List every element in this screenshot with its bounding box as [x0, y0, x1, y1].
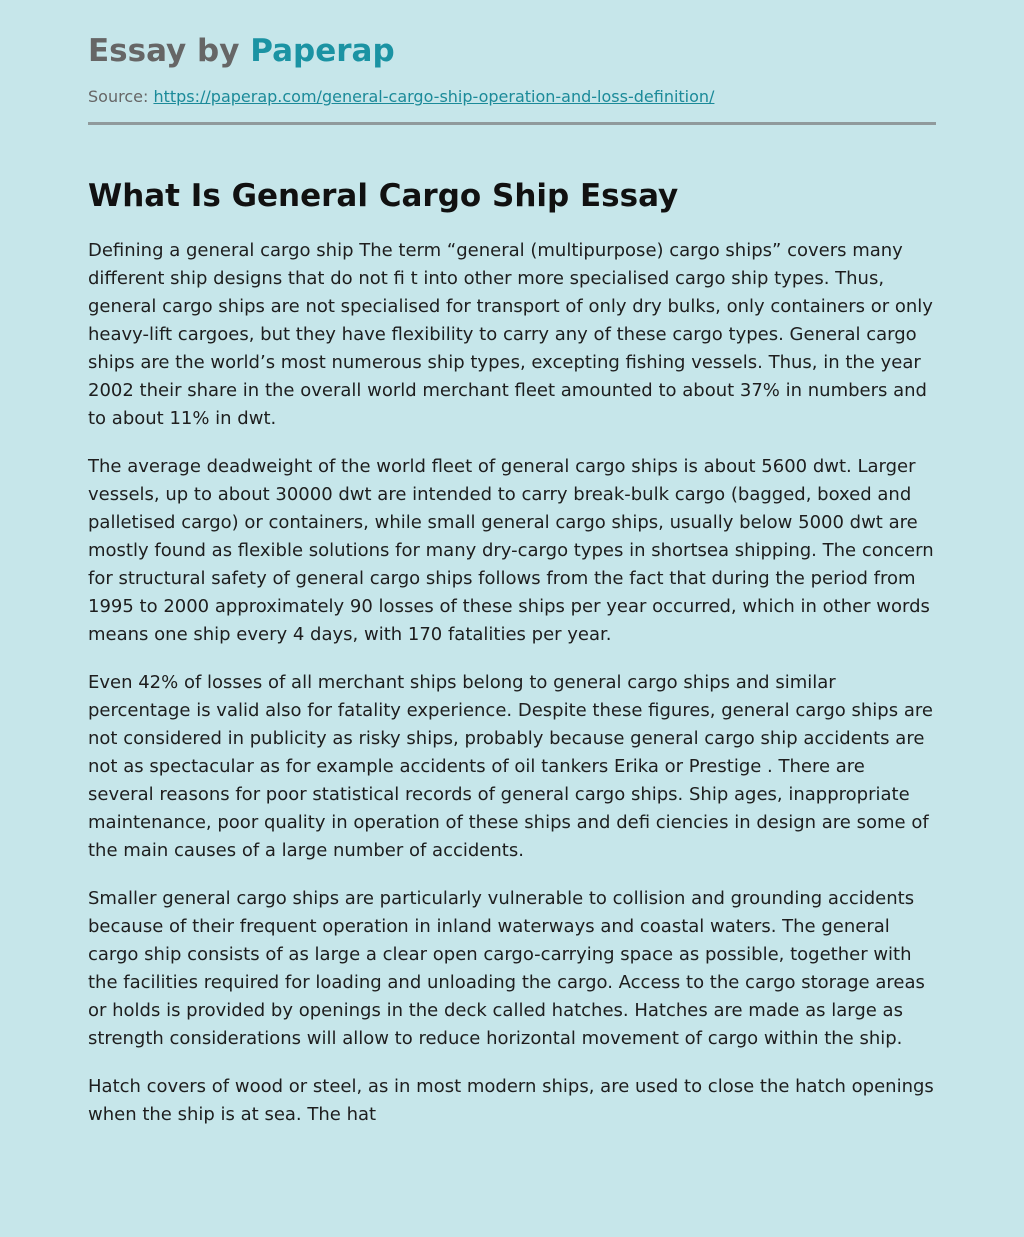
- article-body: [88, 237, 936, 1129]
- source-label: Source:: [88, 87, 149, 106]
- paragraph: Hatch covers of wood or steel, as in most modern ships, are used to close the hatch openings when the ship is at sea. The hat: [88, 1076, 934, 1125]
- paragraph: Even 42% of losses of all merchant ships belong to general cargo ships and similar percentage is valid also for fatality experience. Despite these figures, general cargo ships are not considered in publicity as risky ships, probably because general cargo ship accidents are not as spectacular as for example accidents of oil tankers Erika or Prestige . There are several reasons for poor statistical records of general cargo ships. Ship ages, inappropriate maintenance, poor quality in operation of these ships and defi ciencies in design are some of the main causes of a large number of accidents.: [88, 672, 933, 861]
- brand-prefix: Essay by: [88, 33, 251, 69]
- source-line: [88, 86, 936, 108]
- page-title: What Is General Cargo Ship Essay: [88, 178, 679, 214]
- paragraph: The average deadweight of the world fleet of general cargo ships is about 5600 dwt. Larger vessels, up to about 30000 dwt are intended to carry break-bulk cargo (bagged, boxed and palletised cargo) or containers, while small general cargo ships, usually below 5000 dwt are mostly found as flexible solutions for many dry-cargo types in shortsea shipping. The concern for structural safety of general cargo ships follows from the fact that during the period from 1995 to 2000 approximately 90 losses of these ships per year occurred, which in other words means one ship every 4 days, with 170 fatalities per year.: [88, 456, 934, 645]
- source-link[interactable]: https://paperap.com/general-cargo-ship-operation-and-loss-definition/: [153, 87, 715, 106]
- brand-name: Paperap: [250, 33, 395, 69]
- header-divider: [88, 122, 936, 125]
- page: [88, 0, 936, 1129]
- paragraph: Defining a general cargo ship The term “general (multipurpose) cargo ships” covers many different ship designs that do not fi t into other more specialised cargo ship types. Thus, general cargo ships are not specialised for transport of only dry bulks, only containers or only heavy-lift cargoes, but they have flexibility to carry any of these cargo types. General cargo ships are the world’s most numerous ship types, excepting fishing vessels. Thus, in the year 2002 their share in the overall world merchant fleet amounted to about 37% in numbers and to about 11% in dwt.: [88, 240, 933, 429]
- site-brand[interactable]: [88, 30, 936, 72]
- paragraph: Smaller general cargo ships are particularly vulnerable to collision and grounding accidents because of their frequent operation in inland waterways and coastal waters. The general cargo ship consists of as large a clear open cargo-carrying space as possible, together with the facilities required for loading and unloading the cargo. Access to the cargo storage areas or holds is provided by openings in the deck called hatches. Hatches are made as large as strength considerations will allow to reduce horizontal movement of cargo within the ship.: [88, 888, 925, 1049]
